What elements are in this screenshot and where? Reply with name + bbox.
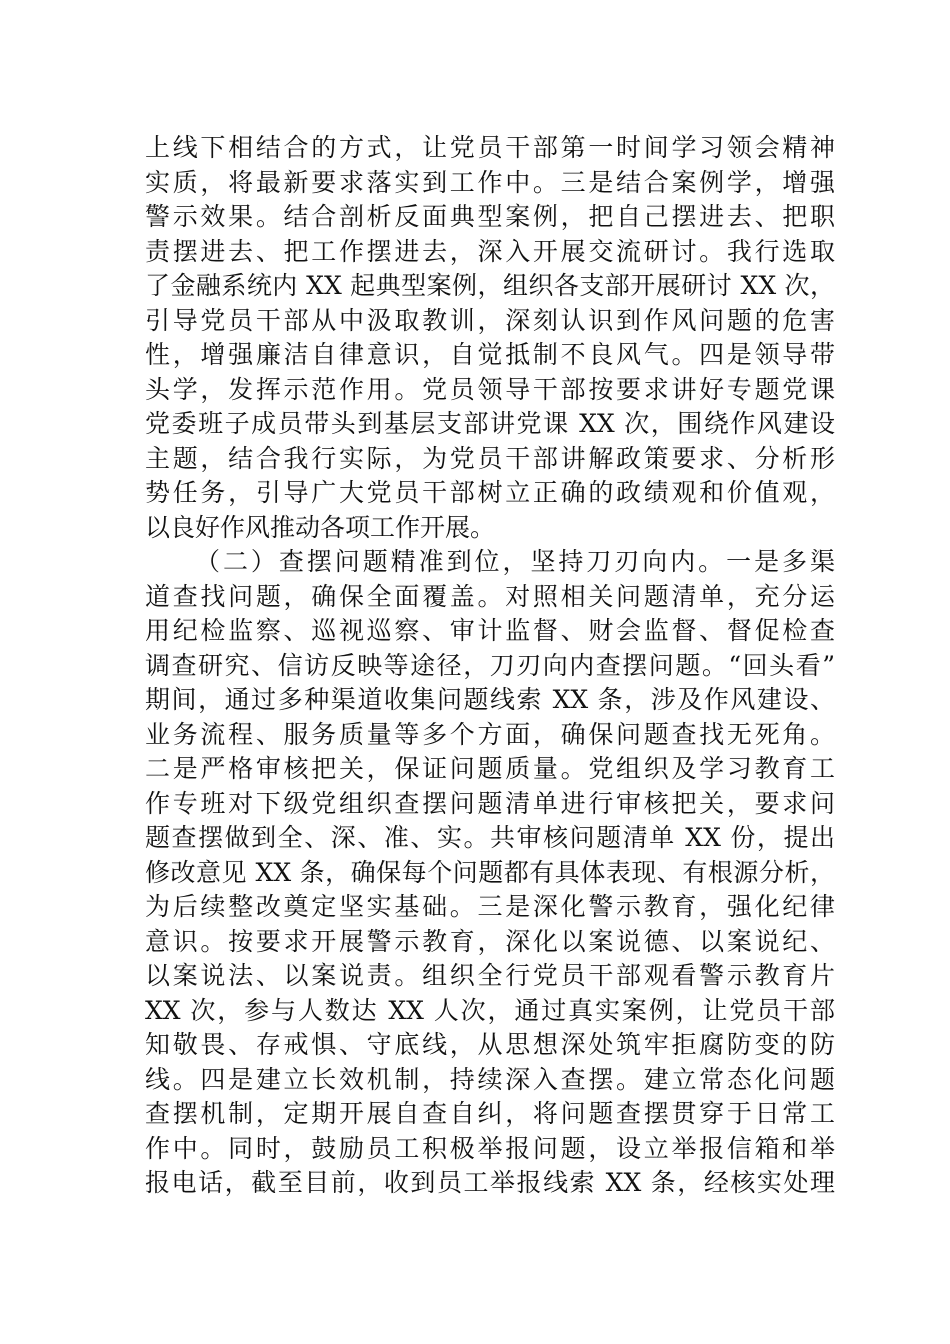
document-body [145, 131, 835, 1201]
text-line: 责摆进去、把工作摆进去，深入开展交流研讨。我行选取 [145, 236, 835, 266]
text-line: 业务流程、服务质量等多个方面，确保问题查找无死角。 [145, 719, 835, 749]
text-line: 实质，将最新要求落实到工作中。三是结合案例学，增强 [145, 167, 835, 197]
text-line: 报电话，截至目前，收到员工举报线索 XX 条，经核实处理 [145, 1168, 835, 1197]
paragraph-end-line: 以良好作风推动各项工作开展。 [145, 512, 496, 542]
text-line: 知敬畏、存戒惧、守底线，从思想深处筑牢拒腐防变的防 [145, 1030, 835, 1059]
text-line: 警示效果。结合剖析反面典型案例，把自己摆进去、把职 [145, 202, 835, 231]
text-line: 作中。同时，鼓励员工积极举报问题，设立举报信箱和举 [145, 1133, 835, 1163]
text-line: 引导党员干部从中汲取教训，深刻认识到作风问题的危害 [145, 305, 835, 335]
text-line: 主题，结合我行实际，为党员干部讲解政策要求、分析形 [145, 443, 835, 473]
text-line: 了金融系统内 XX 起典型案例，组织各支部开展研讨 XX 次， [145, 271, 835, 300]
text-line: 为后续整改奠定坚实基础。三是深化警示教育，强化纪律 [145, 892, 835, 921]
text-line: XX 次，参与人数达 XX 人次，通过真实案例，让党员干部 [145, 995, 835, 1025]
text-line: 二是严格审核把关，保证问题质量。党组织及学习教育工 [145, 754, 835, 783]
text-line: 查摆机制，定期开展自查自纠，将问题查摆贯穿于日常工 [145, 1099, 835, 1128]
text-line: 修改意见 XX 条，确保每个问题都有具体表现、有根源分析， [145, 857, 835, 887]
text-line: 用纪检监察、巡视巡察、审计监督、财会监督、督促检查 [145, 616, 835, 645]
text-line: 党委班子成员带头到基层支部讲党课 XX 次，围绕作风建设 [145, 409, 835, 438]
text-line: 调查研究、信访反映等途径，刀刃向内查摆问题。“回头看” [145, 650, 835, 680]
text-line: 势任务，引导广大党员干部树立正确的政绩观和价值观， [145, 478, 835, 507]
text-line: 道查找问题，确保全面覆盖。对照相关问题清单，充分运 [145, 581, 835, 611]
text-line: 作专班对下级党组织查摆问题清单进行审核把关，要求问 [145, 788, 835, 818]
text-line: 上线下相结合的方式，让党员干部第一时间学习领会精神 [145, 133, 835, 162]
text-line: 线。四是建立长效机制，持续深入查摆。建立常态化问题 [145, 1064, 835, 1094]
text-line: 以案说法、以案说责。组织全行党员干部观看警示教育片 [145, 961, 835, 990]
text-line: 意识。按要求开展警示教育，深化以案说德、以案说纪、 [145, 926, 835, 956]
text-line: 期间，通过多种渠道收集问题线索 XX 条，涉及作风建设、 [145, 685, 835, 714]
text-line: 头学，发挥示范作用。党员领导干部按要求讲好专题党课 [145, 374, 835, 404]
text-line: 题查摆做到全、深、准、实。共审核问题清单 XX 份，提出 [145, 823, 835, 852]
text-line: 性，增强廉洁自律意识，自觉抵制不良风气。四是领导带 [145, 340, 835, 369]
section-heading-line: （二）查摆问题精准到位，坚持刀刃向内。一是多渠 [195, 547, 835, 576]
